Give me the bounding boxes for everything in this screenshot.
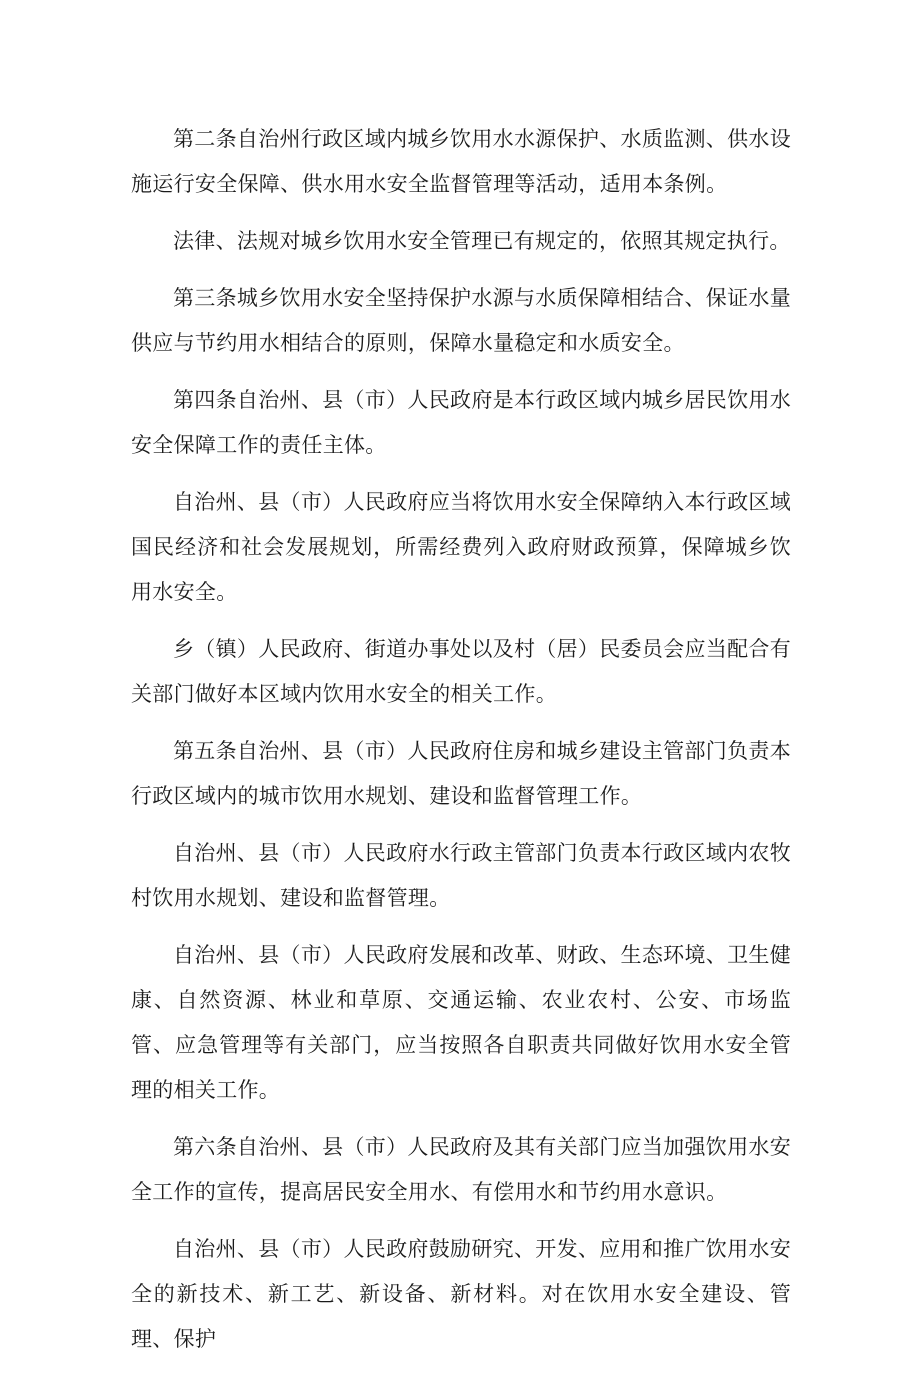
document-body <box>131 117 791 1374</box>
paragraph-new-technology: 自治州、县（市）人民政府鼓励研究、开发、应用和推广饮用水安全的新技术、新工艺、新设备、新材料。对在饮用水安全建设、管理、保护 <box>131 1237 791 1351</box>
paragraph-township-cooperation: 乡（镇）人民政府、街道办事处以及村（居）民委员会应当配合有关部门做好本区域内饮用水安全的相关工作。 <box>131 637 791 706</box>
paragraph-article-5: 第五条自治州、县（市）人民政府住房和城乡建设主管部门负责本行政区域内的城市饮用水规划、建设和监督管理工作。 <box>131 739 791 808</box>
paragraph-law-reference: 法律、法规对城乡饮用水安全管理已有规定的，依照其规定执行。 <box>173 229 791 253</box>
paragraph-article-3: 第三条城乡饮用水安全坚持保护水源与水质保障相结合、保证水量供应与节约用水相结合的原则，保障水量稳定和水质安全。 <box>131 286 791 355</box>
paragraph-other-departments: 自治州、县（市）人民政府发展和改革、财政、生态环境、卫生健康、自然资源、林业和草原、交通运输、农业农村、公安、市场监管、应急管理等有关部门，应当按照各自职责共同做好饮用水安全管理的相关工作。 <box>131 943 791 1102</box>
paragraph-water-department: 自治州、县（市）人民政府水行政主管部门负责本行政区域内农牧村饮用水规划、建设和监督管理。 <box>131 841 791 910</box>
paragraph-budget-planning: 自治州、县（市）人民政府应当将饮用水安全保障纳入本行政区域国民经济和社会发展规划，所需经费列入政府财政预算，保障城乡饮用水安全。 <box>131 490 791 604</box>
paragraph-article-6: 第六条自治州、县（市）人民政府及其有关部门应当加强饮用水安全工作的宣传，提高居民安全用水、有偿用水和节约用水意识。 <box>131 1135 791 1204</box>
paragraph-article-2: 第二条自治州行政区域内城乡饮用水水源保护、水质监测、供水设施运行安全保障、供水用水安全监督管理等活动，适用本条例。 <box>131 127 791 196</box>
paragraph-article-4: 第四条自治州、县（市）人民政府是本行政区域内城乡居民饮用水安全保障工作的责任主体。 <box>131 388 791 457</box>
